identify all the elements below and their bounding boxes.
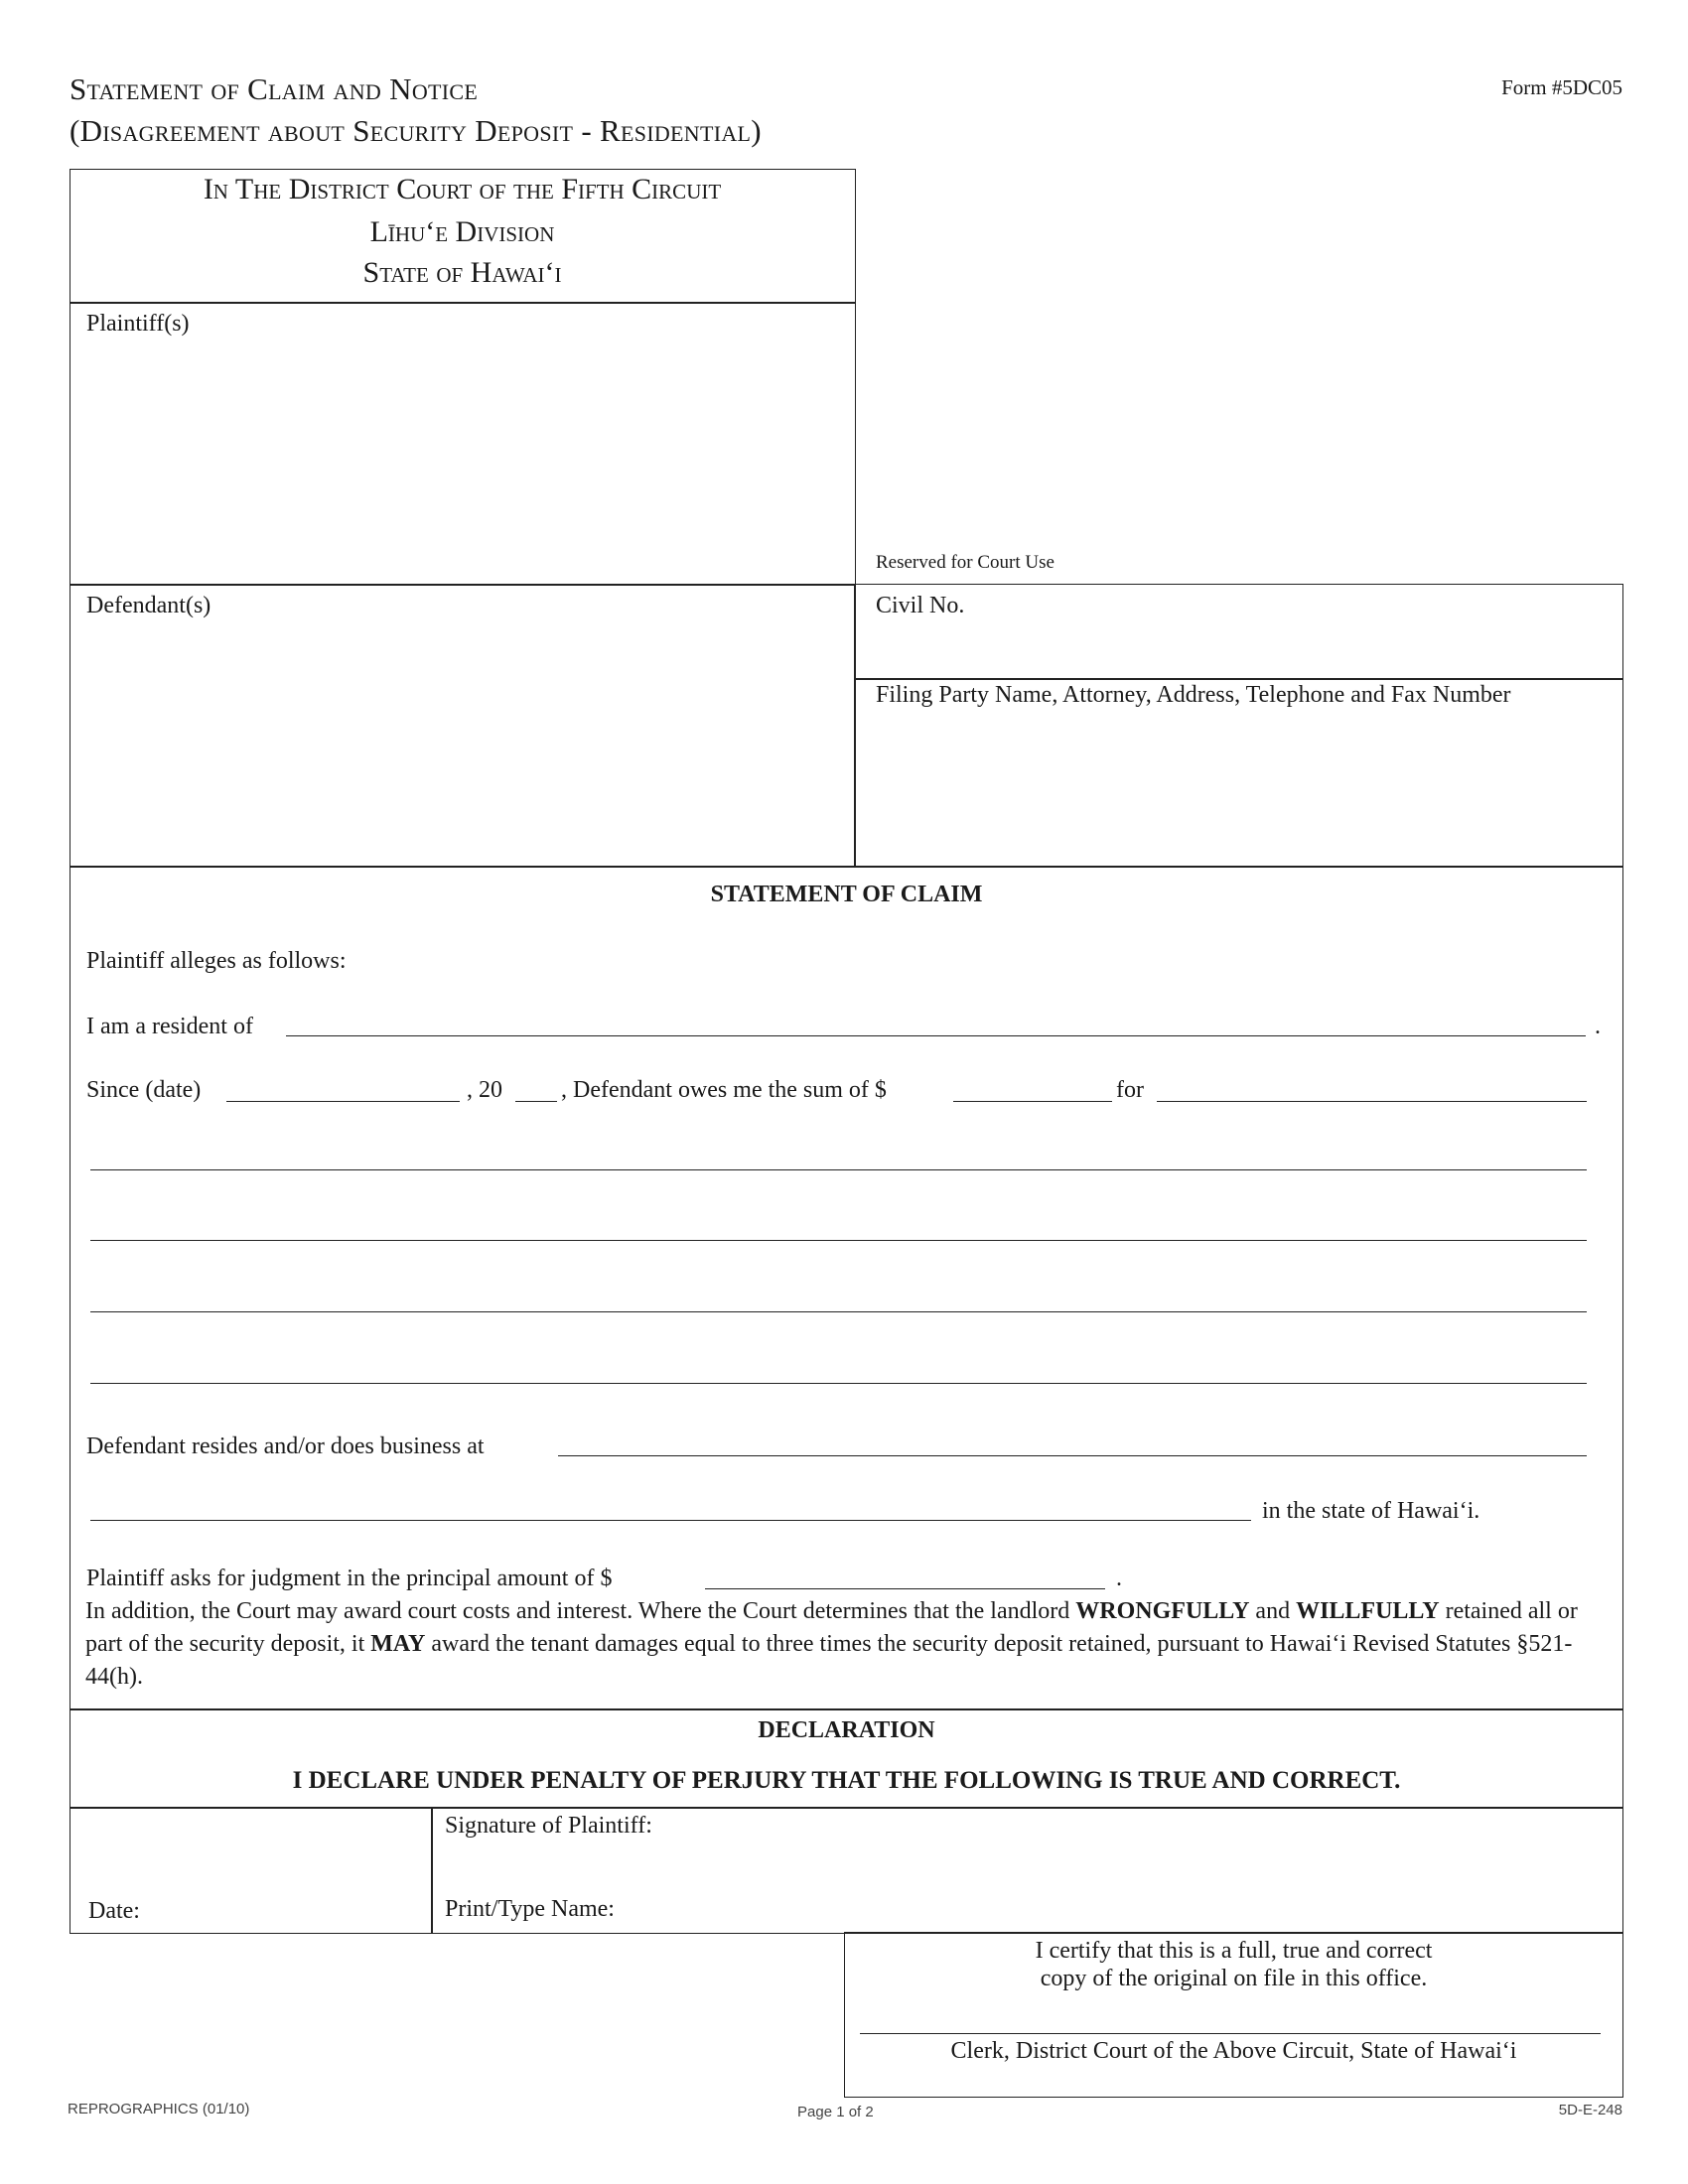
page-number: Page 1 of 2 (797, 2104, 874, 2120)
para-text: award the tenant damages equal to three times the security deposit retained, pursuant to Hawaiʻi Revised Statutes §521-44(h). (85, 1631, 1573, 1690)
resident-period: . (1595, 1014, 1601, 1039)
declaration-statement: I DECLARE UNDER PENALTY OF PERJURY THAT THE FOLLOWING IS TRUE AND CORRECT. (292, 1767, 1401, 1794)
certify-line-2: copy of the original on file in this office. (1040, 1966, 1428, 1991)
filing-party-label: Filing Party Name, Attorney, Address, Telephone and Fax Number (876, 682, 1511, 708)
defendant-address-input-2[interactable] (90, 1520, 1251, 1521)
court-name: In The District Court of the Fifth Circuit (203, 173, 722, 205)
court-division: Līhuʻe Division (369, 215, 555, 248)
civil-no-field[interactable] (854, 584, 1623, 680)
clerk-label: Clerk, District Court of the Above Circuit, State of Hawaiʻi (950, 2038, 1517, 2064)
defendant-business-label: Defendant resides and/or does business at (86, 1433, 485, 1459)
owes-label: , Defendant owes me the sum of $ (561, 1077, 887, 1103)
resident-input[interactable] (286, 1035, 1586, 1036)
print-name-label: Print/Type Name: (445, 1896, 615, 1922)
claim-line-1[interactable] (90, 1169, 1587, 1170)
footer-reprographics: REPROGRAPHICS (01/10) (68, 2101, 250, 2117)
claim-line-4[interactable] (90, 1383, 1587, 1384)
civil-no-label: Civil No. (876, 593, 965, 618)
for-label: for (1116, 1077, 1144, 1103)
since-label: Since (date) (86, 1077, 202, 1103)
sum-input[interactable] (953, 1101, 1112, 1102)
claim-line-3[interactable] (90, 1311, 1587, 1312)
signature-label: Signature of Plaintiff: (445, 1813, 652, 1839)
year-input[interactable] (515, 1101, 557, 1102)
para-bold: WILLFULLY (1296, 1598, 1440, 1624)
alleges-text: Plaintiff alleges as follows: (86, 948, 347, 974)
defendant-field[interactable] (70, 584, 856, 867)
para-text: retained all or part of the security deposit, it (85, 1598, 1578, 1657)
judgment-amount-input[interactable] (705, 1588, 1105, 1589)
judgment-period: . (1116, 1566, 1122, 1591)
statement-heading: STATEMENT OF CLAIM (710, 882, 983, 907)
form-code: 5D-E-248 (1558, 2102, 1622, 2118)
certify-line-1: I certify that this is a full, true and correct (1035, 1938, 1433, 1964)
para-text: and (1249, 1598, 1297, 1624)
para-text: In addition, the Court may award court costs and interest. Where the Court determines that the landlord (85, 1598, 1076, 1624)
defendant-label: Defendant(s) (86, 593, 211, 618)
year-prefix: , 20 (467, 1077, 502, 1103)
para-bold: WRONGFULLY (1075, 1598, 1250, 1624)
para-bold: MAY (370, 1631, 426, 1657)
form-number: Form #5DC05 (1501, 75, 1622, 99)
claim-line-2[interactable] (90, 1240, 1587, 1241)
date-label: Date: (88, 1898, 140, 1924)
reserved-label: Reserved for Court Use (876, 552, 1055, 573)
for-input[interactable] (1157, 1101, 1587, 1102)
costs-paragraph (85, 1595, 1605, 1694)
form-subtitle: (Disagreement about Security Deposit - Residential) (70, 113, 762, 148)
defendant-address-input[interactable] (558, 1455, 1587, 1456)
court-state: State of Hawaiʻi (362, 256, 562, 289)
resident-label: I am a resident of (86, 1014, 253, 1039)
plaintiff-field[interactable] (70, 302, 856, 586)
since-date-input[interactable] (226, 1101, 460, 1102)
judgment-label: Plaintiff asks for judgment in the principal amount of $ (86, 1566, 613, 1591)
declaration-heading: DECLARATION (758, 1717, 935, 1743)
plaintiff-label: Plaintiff(s) (86, 311, 190, 337)
state-suffix: in the state of Hawaiʻi. (1262, 1498, 1480, 1524)
form-title: Statement of Claim and Notice (70, 71, 479, 106)
clerk-signature-line[interactable] (860, 2033, 1601, 2034)
